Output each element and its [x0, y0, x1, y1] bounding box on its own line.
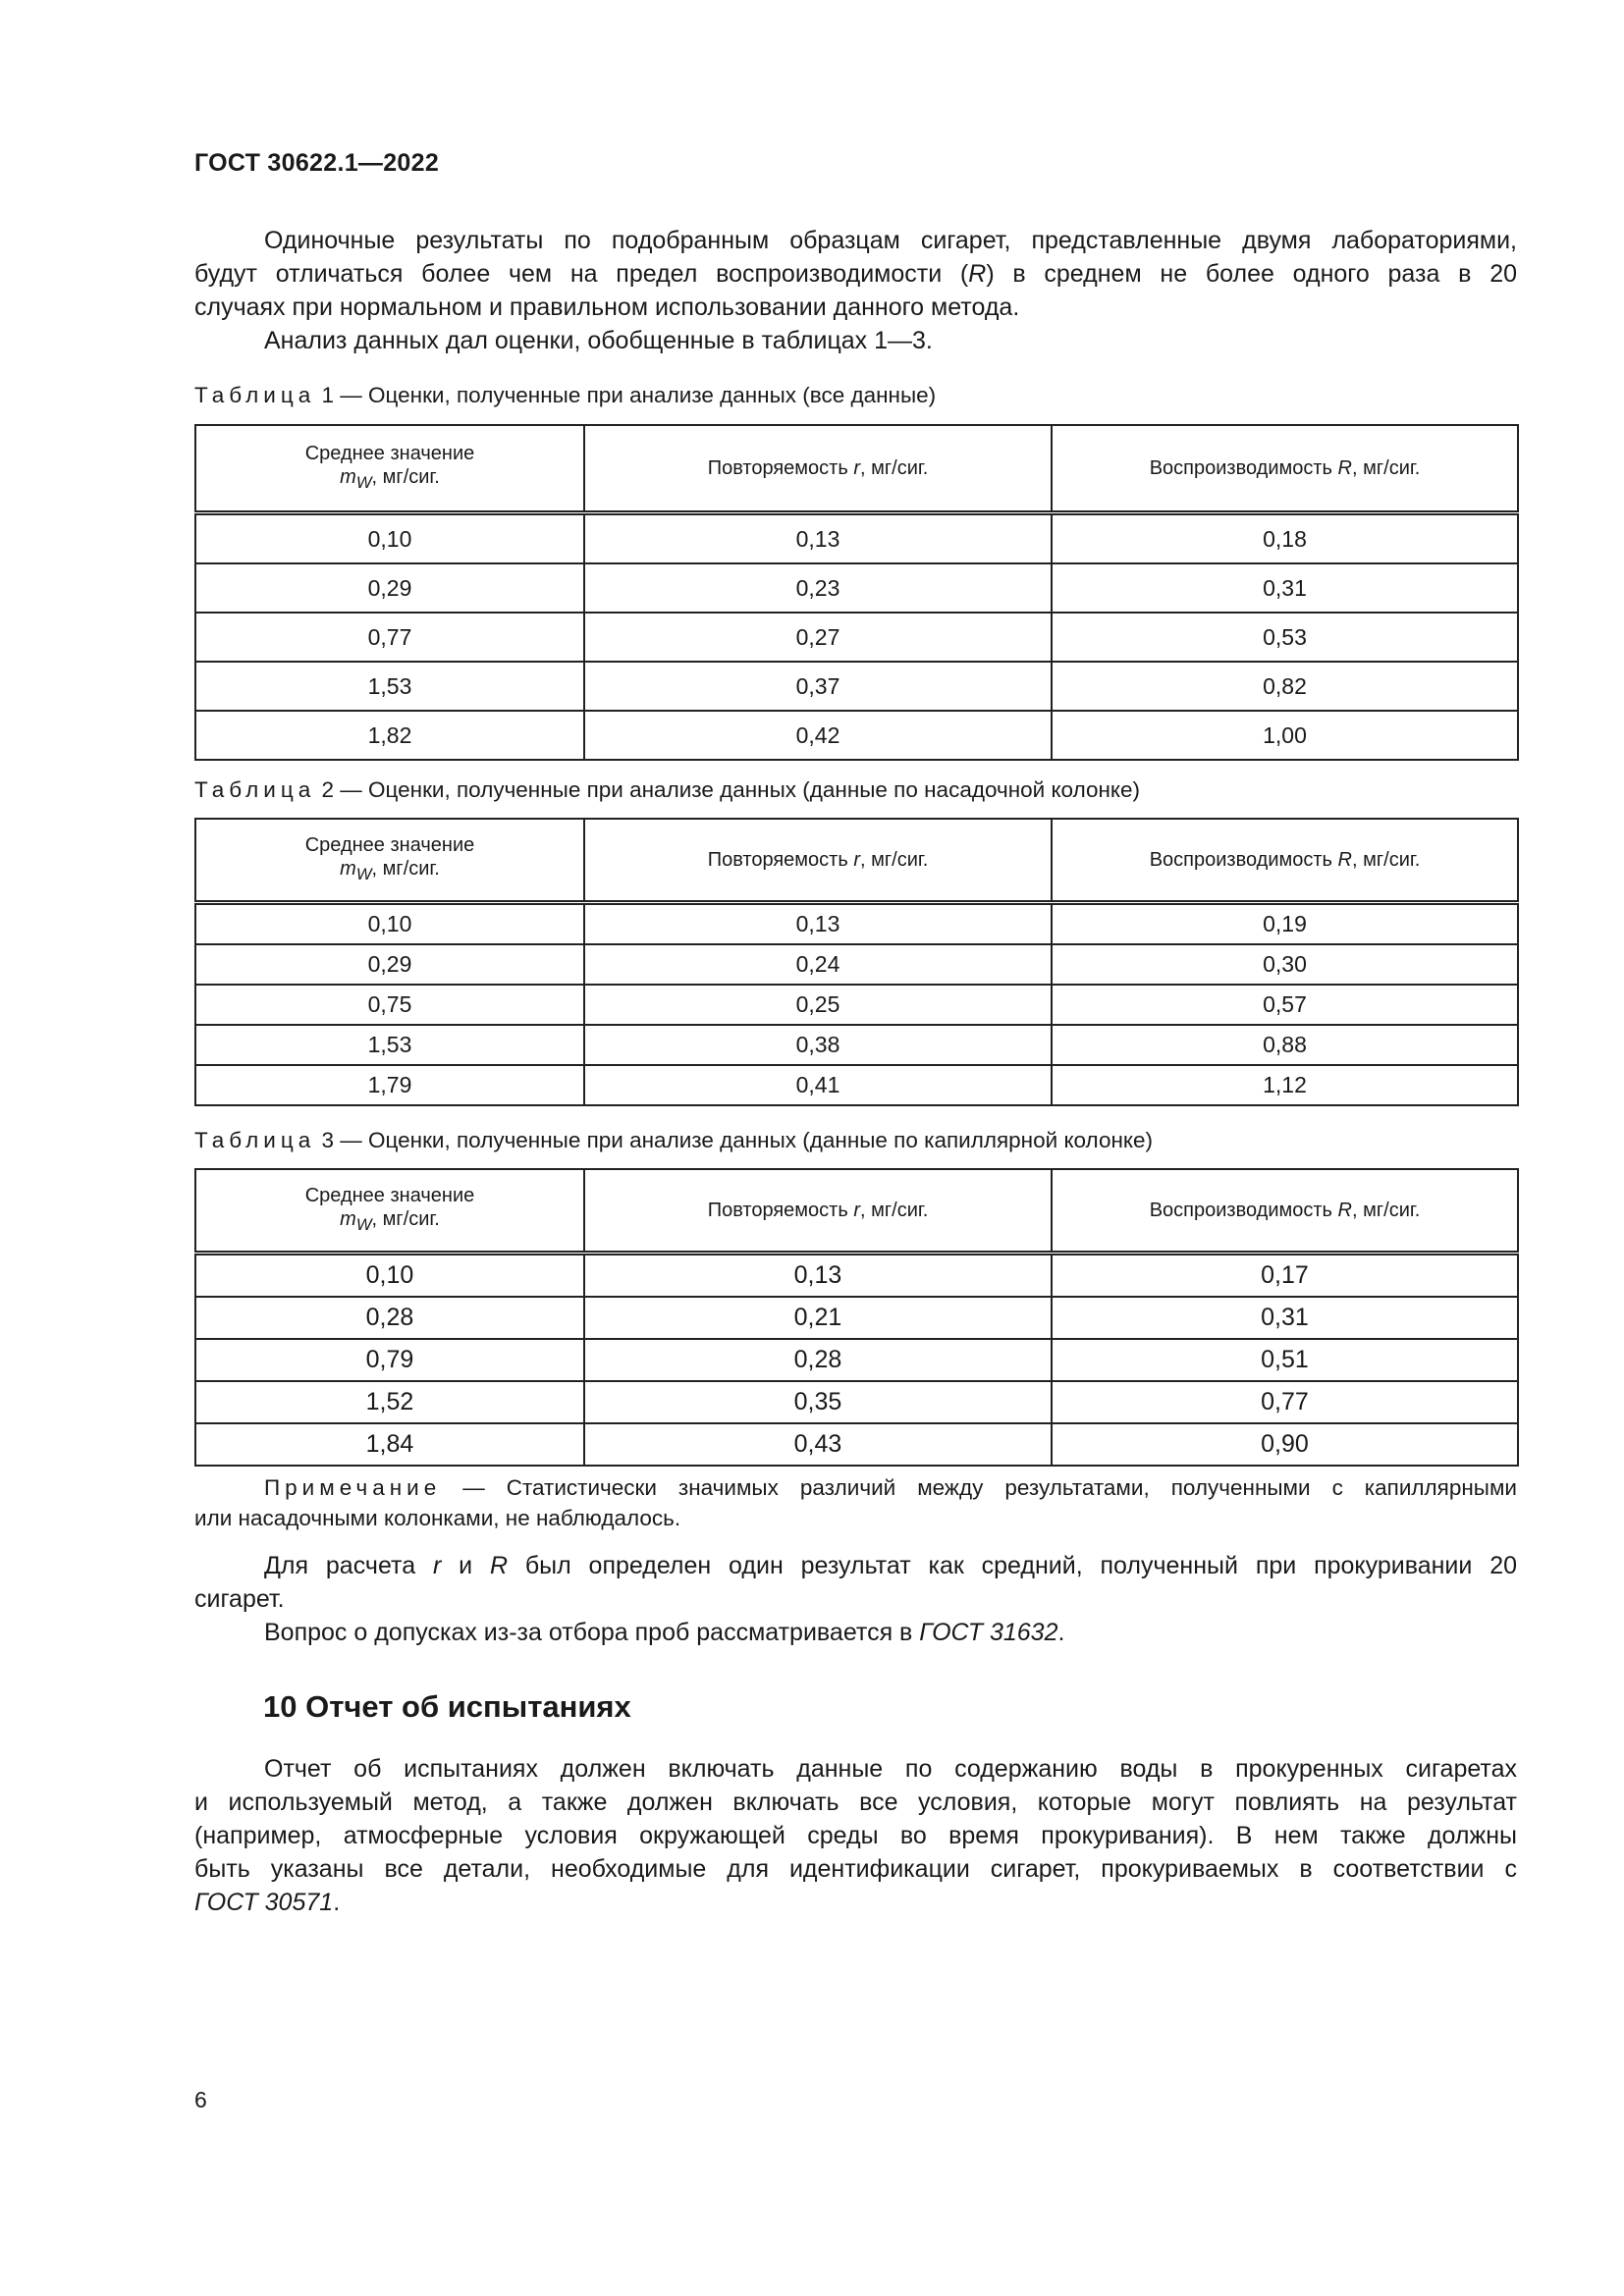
standard-reference: ГОСТ 31632 — [919, 1619, 1058, 1646]
text-line: (например, атмосферные условия окружающей среды во время прокуривания). В нем также должны — [194, 1822, 1517, 1849]
table-row — [195, 1297, 1518, 1339]
text-line: быть указаны все детали, необходимые для идентификации сигарет, прокуриваемых в соответствии с — [194, 1855, 1517, 1883]
symbol-sub-w: W — [355, 865, 372, 883]
column-header-repeatability — [584, 819, 1052, 903]
cell: 0,13 — [584, 1254, 1052, 1298]
caption-text: 2 — Оценки, полученные при анализе данных (данные по насадочной колонке) — [315, 777, 1140, 802]
table-row — [195, 1423, 1518, 1466]
cell: 0,23 — [584, 563, 1052, 613]
cell: 0,51 — [1052, 1339, 1518, 1381]
table-row — [195, 662, 1518, 711]
column-header-repeatability — [584, 425, 1052, 513]
symbol-R: R — [1337, 849, 1352, 871]
text-run: Для расчета — [264, 1552, 433, 1579]
header-unit: , мг/сиг. — [371, 858, 440, 880]
symbol-m: m — [340, 1208, 356, 1230]
table1-caption — [194, 383, 936, 408]
note-line — [194, 1472, 1517, 1503]
header-unit: , мг/сиг. — [859, 849, 929, 871]
cell: 0,10 — [195, 903, 584, 945]
table-row — [195, 1025, 1518, 1065]
cell: 1,84 — [195, 1423, 584, 1466]
header-text: Воспроизводимость — [1149, 457, 1338, 479]
table3-caption — [194, 1128, 1153, 1153]
cell: 0,27 — [584, 613, 1052, 662]
cell: 0,53 — [1052, 613, 1518, 662]
text-run: и — [441, 1552, 490, 1579]
table-row — [195, 711, 1518, 760]
table2 — [194, 818, 1519, 1106]
paragraph-analysis — [194, 324, 1517, 357]
cell: 1,52 — [195, 1381, 584, 1423]
text-line: Отчет об испытаниях должен включать данные по содержанию воды в прокуренных сигаретах — [264, 1755, 1517, 1783]
symbol-r: r — [853, 457, 860, 479]
cell: 0,37 — [584, 662, 1052, 711]
header-text: Повторяемость — [707, 849, 854, 871]
cell: 0,57 — [1052, 985, 1518, 1025]
text-run: ) в среднем не более одного раза в 20 — [986, 260, 1517, 288]
table-row — [195, 613, 1518, 662]
cell: 0,13 — [584, 903, 1052, 945]
document-header: ГОСТ 30622.1—2022 — [194, 149, 440, 177]
cell: 0,28 — [195, 1297, 584, 1339]
text-line: Анализ данных дал оценки, обобщенные в таблицах 1—3. — [264, 327, 933, 354]
cell: 0,75 — [195, 985, 584, 1025]
column-header-mean — [195, 425, 584, 513]
cell: 1,12 — [1052, 1065, 1518, 1105]
paragraph-reproducibility — [194, 224, 1517, 324]
column-header-mean — [195, 819, 584, 903]
note-label: Примечание — [264, 1475, 442, 1500]
cell: 0,28 — [584, 1339, 1052, 1381]
cell: 0,31 — [1052, 1297, 1518, 1339]
cell: 1,00 — [1052, 711, 1518, 760]
cell: 0,29 — [195, 944, 584, 985]
cell: 0,90 — [1052, 1423, 1518, 1466]
paragraph-test-report — [194, 1752, 1517, 1919]
paragraph-tolerances — [194, 1616, 1517, 1649]
cell: 0,38 — [584, 1025, 1052, 1065]
text-line: Одиночные результаты по подобранным образцам сигарет, представленные двумя лабораториями, — [264, 227, 1517, 254]
caption-word: Таблица — [194, 777, 316, 802]
text-run: . — [1057, 1619, 1065, 1646]
table-row — [195, 944, 1518, 985]
table-note — [194, 1472, 1517, 1533]
header-text: Среднее значение — [304, 1185, 475, 1206]
cell: 0,18 — [1052, 513, 1518, 564]
text-line — [194, 1886, 1517, 1919]
header-text: Воспроизводимость — [1149, 849, 1338, 871]
symbol-R: R — [1337, 457, 1352, 479]
caption-text: 1 — Оценки, полученные при анализе данных (все данные) — [315, 383, 937, 407]
header-text: Повторяемость — [707, 1200, 854, 1221]
symbol-R: R — [1337, 1200, 1352, 1221]
symbol-sub-w: W — [355, 1215, 372, 1234]
text-line — [194, 1549, 1517, 1582]
note-text: — Статистически значимых различий между результатами, полученными с капиллярными — [441, 1475, 1517, 1500]
text-line: случаях при нормальном и правильном использовании данного метода. — [194, 294, 1020, 321]
header-unit: , мг/сиг. — [859, 457, 929, 479]
symbol-m: m — [340, 858, 356, 880]
cell: 0,13 — [584, 513, 1052, 564]
table2-caption — [194, 777, 1140, 803]
symbol-sub-w: W — [355, 473, 372, 492]
table-row — [195, 563, 1518, 613]
column-header-mean — [195, 1169, 584, 1254]
table-row — [195, 985, 1518, 1025]
cell: 0,82 — [1052, 662, 1518, 711]
cell: 0,43 — [584, 1423, 1052, 1466]
table1 — [194, 424, 1519, 761]
cell: 0,24 — [584, 944, 1052, 985]
column-header-reproducibility — [1052, 1169, 1518, 1254]
table-row — [195, 1254, 1518, 1298]
note-line: или насадочными колонками, не наблюдалось. — [194, 1506, 681, 1530]
cell: 0,88 — [1052, 1025, 1518, 1065]
text-run: Вопрос о допусках из-за отбора проб рассматривается в — [264, 1619, 920, 1646]
text-line — [194, 1616, 1517, 1649]
header-unit: , мг/сиг. — [1351, 1200, 1421, 1221]
standard-reference: ГОСТ 30571 — [194, 1889, 334, 1916]
table-row — [195, 1381, 1518, 1423]
paragraph-calculation — [194, 1549, 1517, 1616]
caption-word: Таблица — [194, 383, 316, 407]
header-text: Воспроизводимость — [1149, 1200, 1338, 1221]
cell: 1,53 — [195, 662, 584, 711]
cell: 0,30 — [1052, 944, 1518, 985]
column-header-reproducibility — [1052, 425, 1518, 513]
cell: 0,31 — [1052, 563, 1518, 613]
text-run: . — [333, 1889, 341, 1916]
symbol-r: r — [853, 1200, 860, 1221]
cell: 0,25 — [584, 985, 1052, 1025]
table-row — [195, 1065, 1518, 1105]
text-run: был определен один результат как средний, полученный при прокуривании 20 — [508, 1552, 1518, 1579]
symbol-R: R — [489, 1552, 508, 1579]
column-header-reproducibility — [1052, 819, 1518, 903]
cell: 1,82 — [195, 711, 584, 760]
cell: 0,42 — [584, 711, 1052, 760]
header-unit: , мг/сиг. — [859, 1200, 929, 1221]
table-row — [195, 1339, 1518, 1381]
cell: 0,10 — [195, 513, 584, 564]
header-unit: , мг/сиг. — [371, 466, 440, 488]
header-unit: , мг/сиг. — [1351, 849, 1421, 871]
header-text: Среднее значение — [304, 834, 475, 856]
text-run: будут отличаться более чем на предел воспроизводимости ( — [194, 260, 969, 288]
table-row — [195, 903, 1518, 945]
cell: 0,77 — [1052, 1381, 1518, 1423]
header-text: Среднее значение — [304, 443, 475, 464]
cell: 0,77 — [195, 613, 584, 662]
header-unit: , мг/сиг. — [371, 1208, 440, 1230]
cell: 1,79 — [195, 1065, 584, 1105]
page-number: 6 — [194, 2087, 207, 2112]
table3 — [194, 1168, 1519, 1467]
section-title: 10 Отчет об испытаниях — [263, 1689, 631, 1724]
table-row — [195, 513, 1518, 564]
symbol-r: r — [432, 1552, 442, 1579]
cell: 0,17 — [1052, 1254, 1518, 1298]
column-header-repeatability — [584, 1169, 1052, 1254]
cell: 0,10 — [195, 1254, 584, 1298]
header-unit: , мг/сиг. — [1351, 457, 1421, 479]
caption-text: 3 — Оценки, полученные при анализе данных (данные по капиллярной колонке) — [315, 1128, 1153, 1152]
cell: 0,29 — [195, 563, 584, 613]
cell: 0,21 — [584, 1297, 1052, 1339]
caption-word: Таблица — [194, 1128, 316, 1152]
cell: 1,53 — [195, 1025, 584, 1065]
symbol-r: r — [853, 849, 860, 871]
text-line: и используемый метод, а также должен включать все условия, которые могут повлиять на результат — [194, 1789, 1517, 1816]
cell: 0,79 — [195, 1339, 584, 1381]
text-line: сигарет. — [194, 1585, 285, 1613]
cell: 0,19 — [1052, 903, 1518, 945]
cell: 0,35 — [584, 1381, 1052, 1423]
symbol-m: m — [340, 466, 356, 488]
header-text: Повторяемость — [707, 457, 854, 479]
symbol-R: R — [968, 260, 987, 288]
text-line — [194, 257, 1517, 291]
cell: 0,41 — [584, 1065, 1052, 1105]
